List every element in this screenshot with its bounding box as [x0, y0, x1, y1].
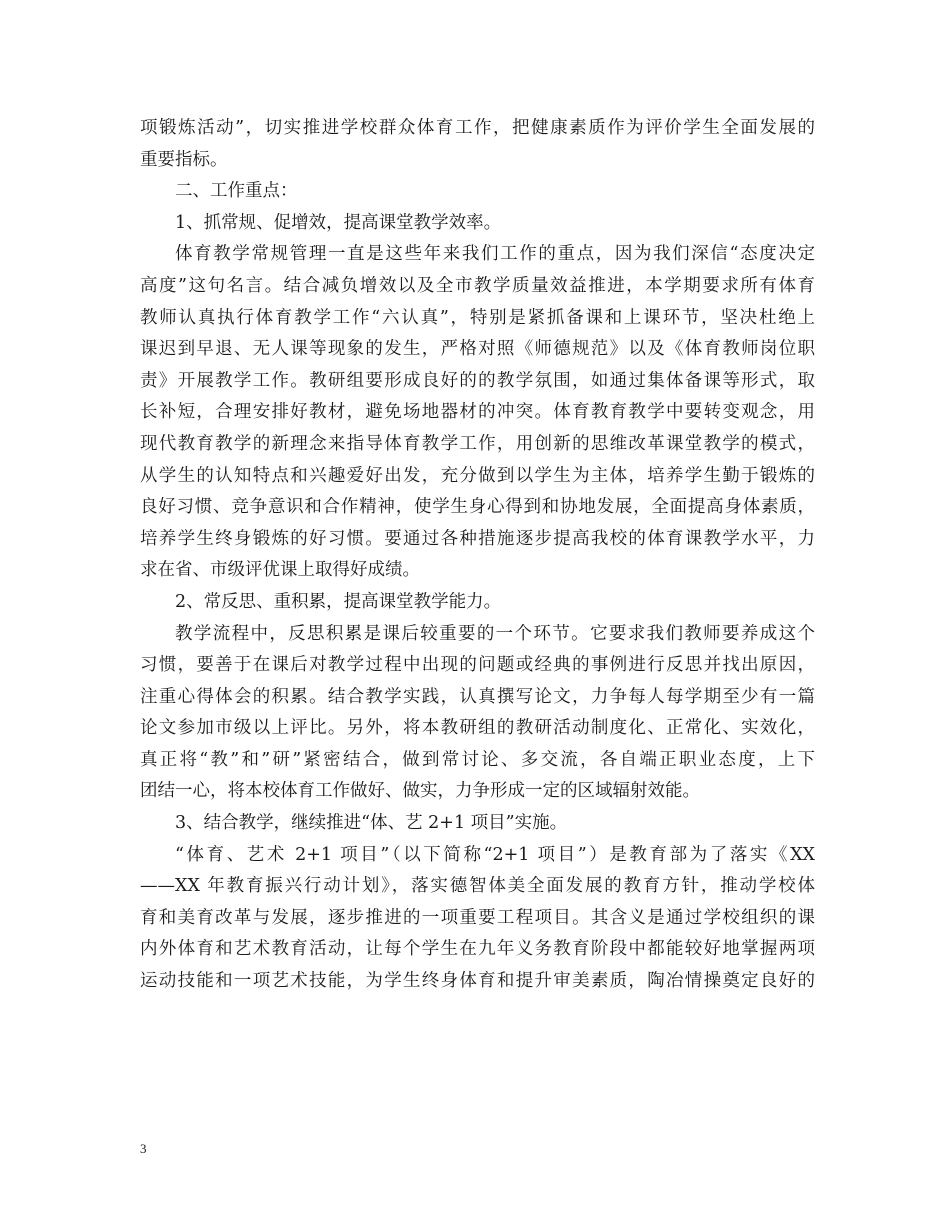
text-line: 二、工作重点： [175, 181, 298, 202]
paragraph [140, 239, 815, 587]
text-line: 注重心得体会的积累。结合教学实践，认真撰写论文，力争每人每学期至少有一篇 [140, 686, 815, 707]
text-line: 论文参加市级以上评比。另外，将本教研组的教研活动制度化、正常化、实效化， [140, 718, 815, 739]
text-line: 真正将“教”和”研”紧密结合，做到常讨论、多交流，各自端正职业态度，上下 [140, 749, 815, 770]
subsection-heading [140, 808, 815, 840]
text-line: 3、结合教学，继续推进“体、艺 2+1 项目”实施。 [175, 813, 568, 834]
paragraph [140, 619, 815, 809]
text-line: 现代教育教学的新理念来指导体育教学工作，用创新的思维改革课堂教学的模式， [140, 433, 815, 454]
text-line: 教学流程中，反思积累是课后较重要的一个环节。它要求我们教师要养成这个 [175, 623, 815, 644]
paragraph [140, 113, 815, 176]
paragraph [140, 840, 815, 998]
subsection-heading [140, 587, 815, 619]
text-line: 体育教学常规管理一直是这些年来我们工作的重点，因为我们深信“态度决定 [175, 244, 815, 265]
text-line: 1、抓常规、促增效，提高课堂教学效率。 [175, 212, 502, 233]
text-line: 习惯，要善于在课后对教学过程中出现的问题或经典的事例进行反思并找出原因， [140, 655, 815, 676]
text-line: 长补短，合理安排好教材，避免场地器材的冲突。体育教育教学中要转变观念，用 [140, 402, 815, 423]
subsection-heading [140, 208, 815, 240]
text-line: 培养学生终身锻炼的好习惯。要通过各种措施逐步提高我校的体育课教学水平，力 [140, 528, 815, 549]
text-line: 求在省、市级评优课上取得好成绩。 [140, 560, 420, 581]
text-line: 运动技能和一项艺术技能，为学生终身体育和提升审美素质，陶冶情操奠定良好的 [140, 971, 815, 992]
text-line: 育和美育改革与发展，逐步推进的一项重要工程项目。其含义是通过学校组织的课 [140, 907, 815, 928]
text-line: 良好习惯、竞争意识和合作精神，使学生身心得到和协地发展，全面提高身体素质， [140, 497, 815, 518]
text-line: 责》开展教学工作。教研组要形成良好的的教学氛围，如通过集体备课等形式，取 [140, 370, 815, 391]
text-line: 内外体育和艺术教育活动，让每个学生在九年义务教育阶段中都能较好地掌握两项 [140, 939, 815, 960]
text-line: “体育、艺术 2+1 项目”（以下简称“2+1 项目”）是教育部为了落实《XX [175, 844, 815, 865]
text-line: 项锻炼活动”，切实推进学校群众体育工作，把健康素质作为评价学生全面发展的 [140, 118, 815, 138]
text-line: 2、常反思、重积累，提高课堂教学能力。 [175, 591, 502, 612]
text-line: 课迟到早退、无人课等现象的发生，严格对照《师德规范》以及《体育教师岗位职 [140, 339, 815, 360]
text-line: 从学生的认知特点和兴趣爱好出发，充分做到以学生为主体，培养学生勤于锻炼的 [140, 465, 815, 486]
page-number: 3 [140, 1141, 147, 1156]
text-line: ——XX 年教育振兴行动计划》，落实德智体美全面发展的教育方针，推动学校体 [140, 876, 815, 897]
text-line: 重要指标。 [140, 149, 228, 170]
section-heading [140, 176, 815, 208]
text-line: 高度”这句名言。结合减负增效以及全市教学质量效益推进，本学期要求所有体育 [140, 275, 815, 296]
text-line: 团结一心，将本校体育工作做好、做实，力争形成一定的区域辐射效能。 [140, 781, 700, 802]
page-body [140, 113, 815, 998]
text-line: 教师认真执行体育教学工作“六认真”，特别是紧抓备课和上课环节，坚决杜绝上 [140, 307, 815, 328]
